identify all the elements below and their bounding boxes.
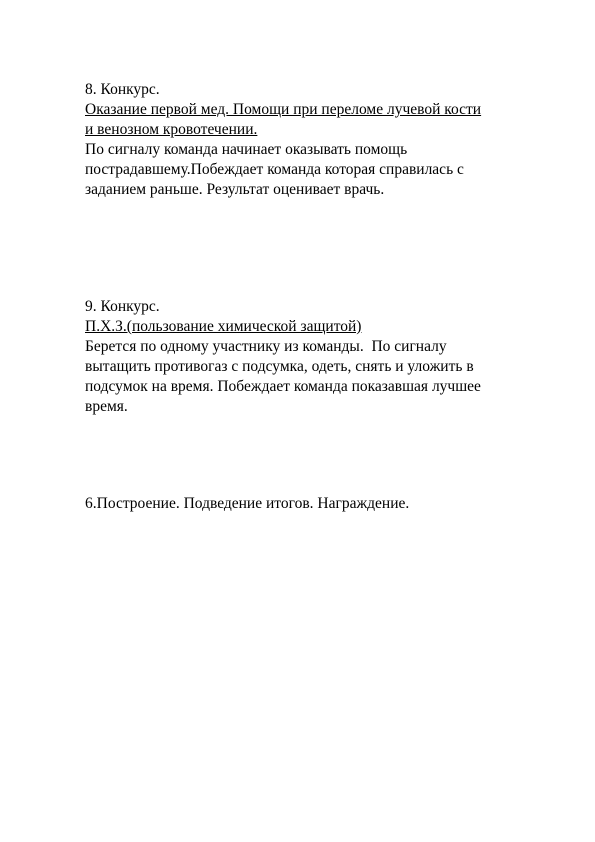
contest-8-heading: 8. Конкурс. — [85, 81, 160, 98]
contest-9-body-line-4: время. — [85, 398, 128, 415]
contest-8-section — [85, 80, 555, 200]
contest-8-subtitle-line-2: и венозном кровотечении. — [85, 121, 258, 138]
contest-9-body-line-3: подсумок на время. Побеждает команда показавшая лучшее — [85, 378, 481, 395]
closing-section — [85, 494, 555, 514]
contest-9-body-line-1: Берется по одному участнику из команды. По сигналу — [85, 338, 447, 355]
contest-8-subtitle-line-1: Оказание первой мед. Помощи при переломе лучевой кости — [85, 101, 482, 118]
contest-8-body-line-2: пострадавшему.Побеждает команда которая справилась с — [85, 161, 464, 178]
contest-9-body-line-2: вытащить противогаз с подсумка, одеть, снять и уложить в — [85, 358, 474, 375]
closing-line: 6.Построение. Подведение итогов. Награждение. — [85, 495, 410, 512]
contest-9-section — [85, 297, 555, 417]
contest-8-body-line-1: По сигналу команда начинает оказывать помощь — [85, 141, 408, 158]
contest-8-body-line-3: заданием раньше. Результат оценивает врачь. — [85, 181, 385, 198]
contest-9-subtitle: П.Х.З.(пользование химической защитой) — [85, 318, 362, 335]
contest-9-heading: 9. Конкурс. — [85, 298, 160, 315]
